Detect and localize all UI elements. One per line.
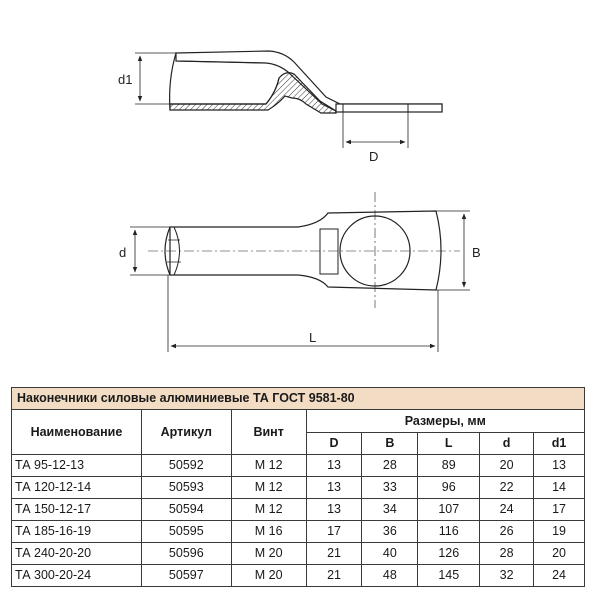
cell-l: 126	[418, 543, 480, 565]
d1-label: d1	[118, 72, 133, 87]
table-row	[12, 565, 585, 587]
cell-name: ТА 240-20-20	[12, 543, 142, 565]
cell-d: 26	[480, 521, 534, 543]
cell-article: 50592	[141, 455, 231, 477]
cell-l: 145	[418, 565, 480, 587]
cell-l: 89	[418, 455, 480, 477]
cell-name: ТА 95-12-13	[12, 455, 142, 477]
cell-name: ТА 120-12-14	[12, 477, 142, 499]
table-row	[12, 499, 585, 521]
subheader-B: B	[362, 433, 418, 455]
cell-b: 33	[362, 477, 418, 499]
spec-table	[11, 387, 585, 587]
top-view	[119, 192, 481, 352]
cell-b: 48	[362, 565, 418, 587]
cell-d: 24	[480, 499, 534, 521]
table-title: Наконечники силовые алюминиевые ТА ГОСТ 9581-80	[12, 388, 585, 410]
table-row	[12, 521, 585, 543]
barrel-lower-wall	[170, 73, 336, 113]
cell-screw: М 16	[231, 521, 306, 543]
cell-article: 50594	[141, 499, 231, 521]
cell-d: 22	[480, 477, 534, 499]
cell-b: 40	[362, 543, 418, 565]
cell-d: 13	[306, 499, 362, 521]
cell-l: 116	[418, 521, 480, 543]
cell-screw: М 12	[231, 477, 306, 499]
cell-d: 20	[480, 455, 534, 477]
table-title-row	[12, 388, 585, 410]
cell-l: 96	[418, 477, 480, 499]
cell-d: 17	[306, 521, 362, 543]
cell-d1: 13	[534, 455, 585, 477]
table-row	[12, 477, 585, 499]
cell-d1: 19	[534, 521, 585, 543]
cell-article: 50595	[141, 521, 231, 543]
B-label: B	[472, 245, 481, 260]
header-article: Артикул	[141, 410, 231, 455]
cell-d: 32	[480, 565, 534, 587]
subheader-D: D	[306, 433, 362, 455]
header-sizes: Размеры, мм	[306, 410, 584, 433]
barrel-mouth	[170, 53, 176, 110]
cell-d1: 14	[534, 477, 585, 499]
D-label: D	[369, 149, 379, 164]
cell-b: 36	[362, 521, 418, 543]
cell-b: 34	[362, 499, 418, 521]
header-row	[12, 410, 585, 433]
palm-plate	[336, 104, 442, 112]
cell-d: 13	[306, 477, 362, 499]
side-view	[118, 51, 442, 164]
cell-screw: М 20	[231, 543, 306, 565]
d-label: d	[119, 245, 127, 260]
cell-d1: 20	[534, 543, 585, 565]
header-screw: Винт	[231, 410, 306, 455]
cell-d: 21	[306, 565, 362, 587]
cell-article: 50596	[141, 543, 231, 565]
subheader-d1: d1	[534, 433, 585, 455]
cell-name: ТА 300-20-24	[12, 565, 142, 587]
cell-screw: М 12	[231, 455, 306, 477]
cell-article: 50593	[141, 477, 231, 499]
cell-l: 107	[418, 499, 480, 521]
cell-article: 50597	[141, 565, 231, 587]
crimp-flat	[320, 229, 338, 274]
table-row	[12, 455, 585, 477]
cell-d1: 17	[534, 499, 585, 521]
cell-d: 21	[306, 543, 362, 565]
subheader-d: d	[480, 433, 534, 455]
cell-d: 28	[480, 543, 534, 565]
cell-name: ТА 150-12-17	[12, 499, 142, 521]
subheader-L: L	[418, 433, 480, 455]
table-row	[12, 543, 585, 565]
header-name: Наименование	[12, 410, 142, 455]
cell-b: 28	[362, 455, 418, 477]
cell-d: 13	[306, 455, 362, 477]
cell-screw: М 12	[231, 499, 306, 521]
cell-d1: 24	[534, 565, 585, 587]
cell-screw: М 20	[231, 565, 306, 587]
cell-name: ТА 185-16-19	[12, 521, 142, 543]
L-label: L	[309, 330, 317, 345]
